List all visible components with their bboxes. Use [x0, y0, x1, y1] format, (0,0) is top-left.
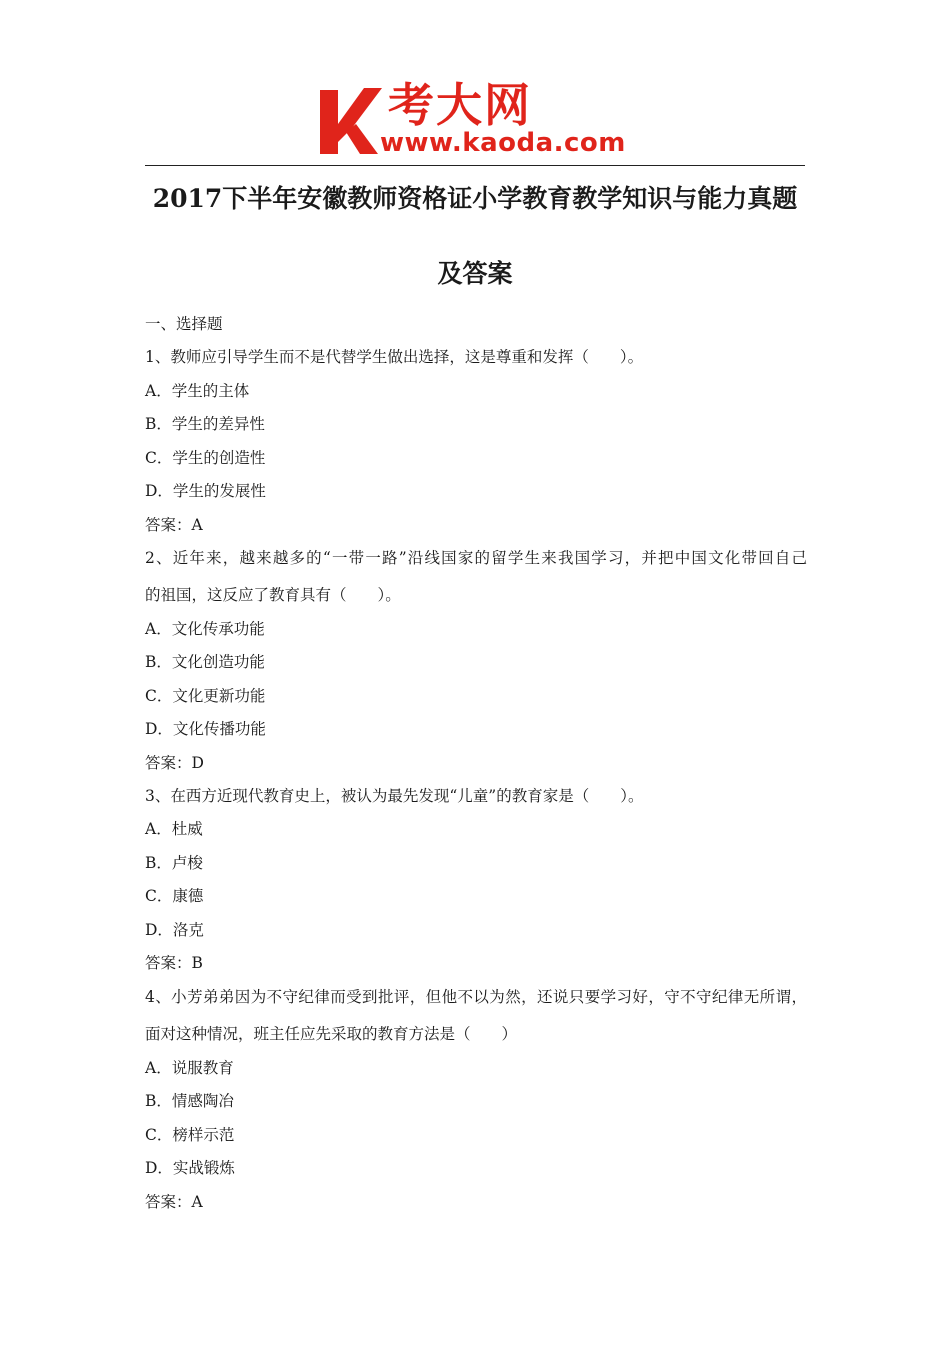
doc-title-line-2: 及答案: [437, 259, 513, 288]
option-d: D．洛克: [145, 921, 204, 939]
logo-k-mark: [318, 84, 384, 156]
option-c: C．学生的创造性: [145, 449, 266, 467]
option-d: D．文化传播功能: [145, 720, 266, 738]
option-a: A．学生的主体: [145, 382, 250, 400]
answer: 答案：D: [145, 754, 204, 772]
logo-name: 考大网: [388, 78, 532, 132]
option-a: A．文化传承功能: [145, 620, 265, 638]
option-a: A．杜威: [145, 820, 203, 838]
option-d: D．实战锻炼: [145, 1159, 235, 1177]
kaoda-logo: [318, 78, 640, 160]
doc-title-line-1: 2017下半年安徽教师资格证小学教育教学知识与能力真题: [152, 184, 798, 213]
logo-url: www.kaoda.com: [380, 128, 626, 158]
option-b: B．情感陶冶: [145, 1092, 234, 1110]
option-b: B．学生的差异性: [145, 415, 265, 433]
option-b: B．卢梭: [145, 854, 203, 872]
section-heading: 一、选择题: [145, 315, 223, 333]
header-rule: [145, 165, 805, 166]
question-stem-cont: 的祖国，这反应了教育具有（ ）。: [145, 586, 401, 604]
option-c: C．康德: [145, 887, 204, 905]
option-b: B．文化创造功能: [145, 653, 265, 671]
option-d: D．学生的发展性: [145, 482, 266, 500]
option-c: C．榜样示范: [145, 1126, 235, 1144]
question-stem: 3、在西方近现代教育史上，被认为最先发现“儿童”的教育家是（ ）。: [145, 787, 644, 805]
question-stem: 1、教师应引导学生而不是代替学生做出选择，这是尊重和发挥（ ）。: [145, 348, 644, 366]
question-stem: 2、近年来，越来越多的“一带一路”沿线国家的留学生来我国学习，并把中国文化带回自己: [145, 549, 807, 567]
question-stem-cont: 面对这种情况，班主任应先采取的教育方法是（ ）: [145, 1025, 518, 1043]
answer: 答案：B: [145, 954, 203, 972]
option-c: C．文化更新功能: [145, 687, 266, 705]
answer: 答案：A: [145, 516, 203, 534]
option-a: A．说服教育: [145, 1059, 234, 1077]
question-stem: 4、小芳弟弟因为不守纪律而受到批评，但他不以为然，还说只要学习好，守不守纪律无所谓，: [145, 988, 807, 1006]
answer: 答案：A: [145, 1193, 203, 1211]
